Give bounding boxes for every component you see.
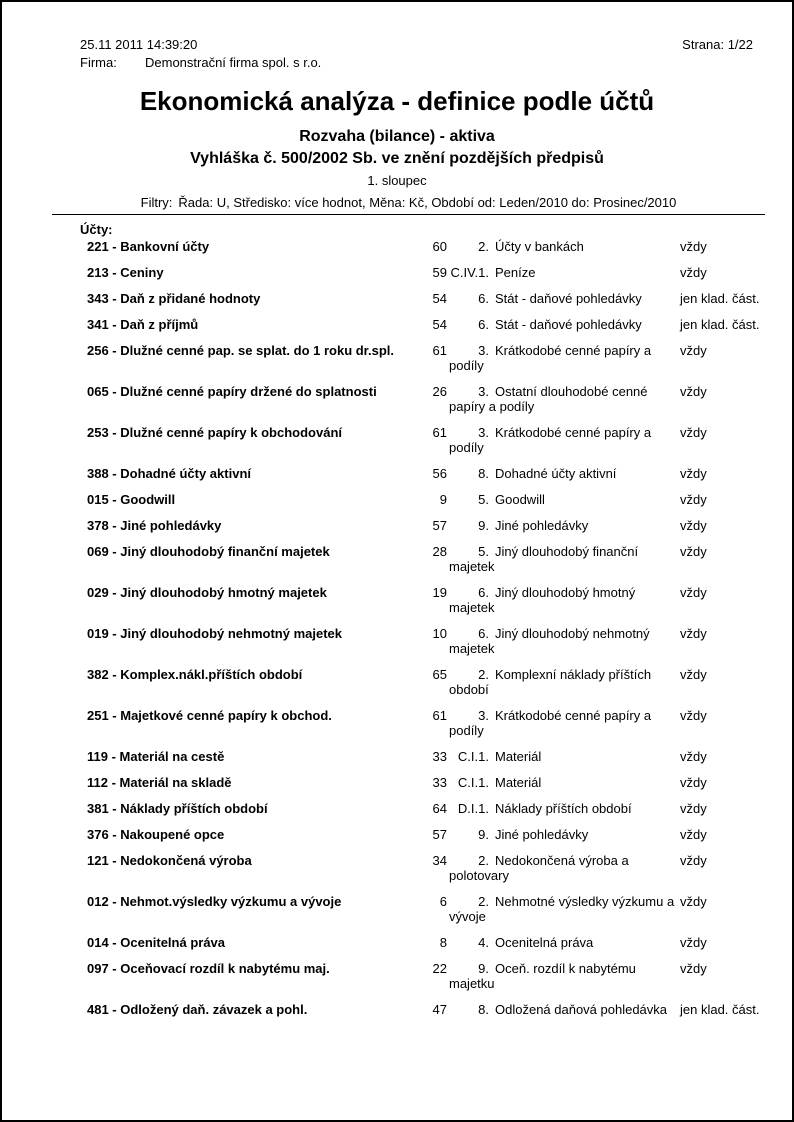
account-name: 112 - Materiál na skladě [87,775,232,790]
account-name: 012 - Nehmot.výsledky výzkumu a vývoje [87,894,342,909]
table-row [80,935,760,950]
table-row [80,801,760,816]
description-text: Jiný dlouhodobý hmotný majetek [449,585,636,615]
row-description [448,492,675,507]
row-number: 61 [432,708,447,723]
table-row [80,425,760,455]
row-code: 2. [478,853,489,868]
row-condition: vždy [680,667,707,682]
account-name: 213 - Ceniny [87,265,164,280]
row-code: 3. [478,384,489,399]
row-condition: vždy [680,343,707,358]
description-text: Nehmotné výsledky výzkumu a vývoje [449,894,675,924]
description-text: Jiný dlouhodobý finanční majetek [449,544,639,574]
row-number: 65 [432,667,447,682]
row-number: 26 [432,384,447,399]
row-description [448,708,675,738]
table-row [80,626,760,656]
description-text: Jiné pohledávky [495,827,589,842]
row-number: 57 [432,518,447,533]
row-condition: vždy [680,894,707,909]
table-row [80,343,760,373]
account-name: 065 - Dlužné cenné papíry držené do splatnosti [87,384,377,399]
row-number: 64 [432,801,447,816]
row-number: 57 [432,827,447,842]
row-description [448,1002,675,1017]
account-name: 015 - Goodwill [87,492,176,507]
row-code: 2. [478,894,489,909]
row-condition: vždy [680,492,707,507]
row-condition: jen klad. část. [680,317,760,332]
account-name: 069 - Jiný dlouhodobý finanční majetek [87,544,330,559]
row-number: 54 [432,317,447,332]
description-text: Materiál [495,749,542,764]
row-code: 3. [478,343,489,358]
account-name: 121 - Nedokončená výroba [87,853,252,868]
row-description [448,518,675,533]
row-number: 60 [432,239,447,254]
row-code: 3. [478,425,489,440]
table-row [80,1002,760,1017]
row-description [448,317,675,332]
row-description [448,801,675,816]
row-number: 8 [439,935,447,950]
row-condition: vždy [680,544,707,559]
account-name: 378 - Jiné pohledávky [87,518,222,533]
row-code: C.IV.1. [450,265,489,280]
description-text: Nedokončená výroba a polotovary [449,853,629,883]
description-text: Ostatní dlouhodobé cenné papíry a podíly [449,384,648,414]
row-number: 54 [432,291,447,306]
row-code: C.I.1. [457,775,489,790]
table-row [80,291,760,306]
account-name: 381 - Náklady příštích období [87,801,268,816]
accounts-list [80,239,760,1017]
account-name: 019 - Jiný dlouhodobý nehmotný majetek [87,626,342,641]
table-row [80,317,760,332]
row-code: 8. [478,466,489,481]
description-text: Komplexní náklady příštích období [449,667,652,697]
description-text: Odložená daňová pohledávka [495,1002,668,1017]
row-description [448,343,675,373]
page-number: Strana: 1/22 [682,37,753,52]
row-number: 47 [432,1002,447,1017]
row-code: 9. [478,518,489,533]
account-name: 481 - Odložený daň. závazek a pohl. [87,1002,308,1017]
account-name: 251 - Majetkové cenné papíry k obchod. [87,708,332,723]
row-condition: vždy [680,775,707,790]
account-name: 097 - Oceňovací rozdíl k nabytému maj. [87,961,330,976]
row-number: 61 [432,343,447,358]
row-condition: vždy [680,853,707,868]
account-name: 029 - Jiný dlouhodobý hmotný majetek [87,585,327,600]
row-description [448,384,675,414]
account-name: 388 - Dohadné účty aktivní [87,466,251,481]
row-code: 2. [478,239,489,254]
description-text: Krátkodobé cenné papíry a podíly [449,425,652,455]
firm-label: Firma: [80,55,117,70]
account-name: 253 - Dlužné cenné papíry k obchodování [87,425,343,440]
account-name: 343 - Daň z přidané hodnoty [87,291,261,306]
row-condition: vždy [680,384,707,399]
firm-line [80,55,321,71]
row-number: 61 [432,425,447,440]
table-row [80,708,760,738]
description-text: Ocenitelná práva [495,935,594,950]
table-row [80,239,760,254]
row-description [448,894,675,924]
row-code: 6. [478,317,489,332]
row-description [448,544,675,574]
row-condition: vždy [680,265,707,280]
description-text: Stát - daňové pohledávky [495,291,642,306]
row-number: 28 [432,544,447,559]
description-text: Náklady příštích období [495,801,632,816]
row-code: 4. [478,935,489,950]
row-code: 6. [478,291,489,306]
row-code: 3. [478,708,489,723]
row-code: 8. [478,1002,489,1017]
filters-line [52,195,765,215]
firm-name: Demonstrační firma spol. s r.o. [145,55,322,70]
description-text: Jiný dlouhodobý nehmotný majetek [449,626,650,656]
row-number: 19 [432,585,447,600]
row-number: 22 [432,961,447,976]
row-condition: vždy [680,801,707,816]
row-description [448,466,675,481]
row-number: 9 [439,492,447,507]
table-row [80,853,760,883]
table-row [80,961,760,991]
filters-label: Filtry: [140,195,173,210]
report-subtitle-balance: Rozvaha (bilance) - aktiva [299,128,495,145]
description-text: Krátkodobé cenné papíry a podíly [449,343,652,373]
description-text: Stát - daňové pohledávky [495,317,642,332]
table-row [80,492,760,507]
row-number: 6 [439,894,447,909]
account-name: 382 - Komplex.nákl.příštích období [87,667,303,682]
row-code: 5. [478,492,489,507]
row-condition: vždy [680,749,707,764]
row-condition: vždy [680,827,707,842]
row-number: 34 [432,853,447,868]
report-subtitle-decree: Vyhláška č. 500/2002 Sb. ve znění pozdějších předpisů [190,150,604,167]
report-title: Ekonomická analýza - definice podle účtů [139,86,655,116]
report-datetime: 25.11 2011 14:39:20 [80,37,198,52]
row-description [448,667,675,697]
row-description [448,265,675,280]
table-row [80,265,760,280]
account-name: 119 - Materiál na cestě [87,749,225,764]
description-text: Oceň. rozdíl k nabytému majetku [449,961,636,991]
row-code: 2. [478,667,489,682]
row-condition: vždy [680,935,707,950]
row-condition: vždy [680,466,707,481]
table-row [80,827,760,842]
row-condition: vždy [680,518,707,533]
account-name: 221 - Bankovní účty [87,239,210,254]
row-condition: jen klad. část. [680,291,760,306]
table-row [80,384,760,414]
description-text: Účty v bankách [495,239,584,254]
row-number: 33 [432,775,447,790]
table-row [80,667,760,697]
row-condition: vždy [680,239,707,254]
row-description [448,626,675,656]
account-name: 014 - Ocenitelná práva [87,935,226,950]
description-text: Jiné pohledávky [495,518,589,533]
row-code: 5. [478,544,489,559]
row-condition: vždy [680,425,707,440]
filters-value: Řada: U, Středisko: více hodnot, Měna: Kč, Období od: Leden/2010 do: Prosinec/2010 [178,195,677,210]
accounts-section-label: Účty: [80,222,113,237]
row-description [448,961,675,991]
description-text: Krátkodobé cenné papíry a podíly [449,708,652,738]
row-description [448,749,675,764]
row-condition: vždy [680,708,707,723]
row-number: 59 [432,265,447,280]
table-row [80,894,760,924]
description-text: Peníze [495,265,536,280]
row-code: 6. [478,626,489,641]
description-text: Materiál [495,775,542,790]
accounts-section [80,222,760,1028]
row-code: 9. [478,827,489,842]
description-text: Dohadné účty aktivní [495,466,617,481]
row-condition: vždy [680,961,707,976]
row-description [448,827,675,842]
row-description [448,585,675,615]
row-description [448,239,675,254]
row-condition: vždy [680,626,707,641]
row-code: 9. [478,961,489,976]
account-name: 256 - Dlužné cenné pap. se splat. do 1 roku dr.spl. [87,343,395,358]
row-description [448,775,675,790]
row-code: D.I.1. [457,801,489,816]
row-description [448,425,675,455]
table-row [80,466,760,481]
row-condition: vždy [680,585,707,600]
row-description [448,291,675,306]
description-text: Goodwill [495,492,545,507]
account-name: 376 - Nakoupené opce [87,827,225,842]
table-row [80,749,760,764]
row-number: 33 [432,749,447,764]
row-number: 10 [432,626,447,641]
table-row [80,544,760,574]
row-condition: jen klad. část. [680,1002,760,1017]
table-row [80,585,760,615]
row-number: 56 [432,466,447,481]
table-row [80,775,760,790]
row-code: C.I.1. [457,749,489,764]
table-row [80,518,760,533]
row-description [448,935,675,950]
row-description [448,853,675,883]
report-subtitle-column: 1. sloupec [367,173,427,188]
account-name: 341 - Daň z příjmů [87,317,199,332]
row-code: 6. [478,585,489,600]
